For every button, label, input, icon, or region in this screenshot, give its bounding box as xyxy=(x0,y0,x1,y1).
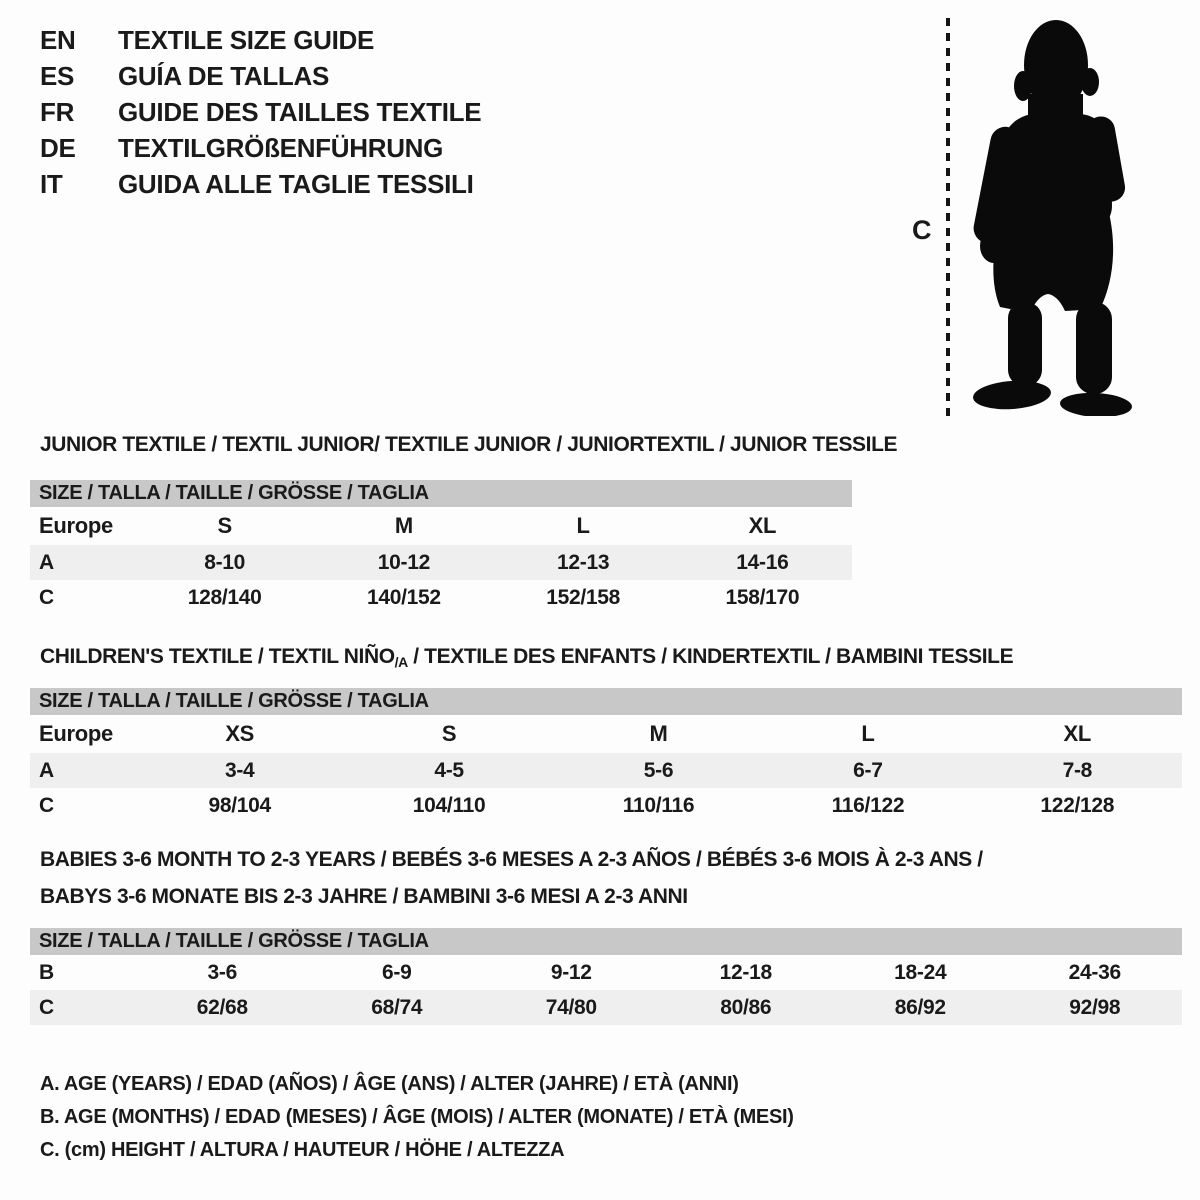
cell-value: 104/110 xyxy=(412,793,486,817)
row-label: A xyxy=(39,550,54,574)
junior-size-table xyxy=(30,480,852,615)
children-section-heading xyxy=(40,645,1013,674)
language-code: IT xyxy=(40,168,63,199)
guide-title: GUIDE DES TAILLES TEXTILE xyxy=(118,96,482,127)
babies-section-heading xyxy=(40,848,983,909)
toddler-silhouette-icon xyxy=(972,14,1134,416)
cell-value: 7-8 xyxy=(1062,758,1093,782)
row-label: Europe xyxy=(39,721,113,746)
cell-value: 18-24 xyxy=(894,960,947,984)
language-code: DE xyxy=(40,132,76,163)
size-row-C xyxy=(30,580,852,615)
columns-row xyxy=(30,715,1182,753)
cell-value: 98/104 xyxy=(208,793,271,817)
cell-value: 9-12 xyxy=(550,960,592,984)
list-item xyxy=(40,130,481,166)
guide-title: TEXTILE SIZE GUIDE xyxy=(118,24,375,55)
cell-value: 158/170 xyxy=(725,585,800,609)
cell-value: XS xyxy=(225,721,255,746)
cell-value: 140/152 xyxy=(366,585,441,609)
heading-subscript: /A xyxy=(394,654,408,670)
cell-value: XL xyxy=(748,513,777,538)
heading-text: / TEXTILE DES ENFANTS / KINDERTEXTIL / BAMBINI TESSILE xyxy=(407,645,1014,668)
legend-height-cm: C. (cm) HEIGHT / ALTURA / HAUTEUR / HÖHE / ALTEZZA xyxy=(40,1139,565,1161)
cell-value: 12-18 xyxy=(719,960,772,984)
cell-value: 68/74 xyxy=(371,995,423,1019)
cell-value: 3-4 xyxy=(224,758,255,782)
row-label: C xyxy=(39,793,54,817)
cell-value: 3-6 xyxy=(207,960,237,984)
junior-section-heading xyxy=(40,433,897,457)
guide-title: GUIDA ALLE TAGLIE TESSILI xyxy=(118,168,474,199)
cell-value: 12-13 xyxy=(557,550,610,574)
height-measure-label: C xyxy=(912,215,932,245)
row-label: B xyxy=(39,960,54,984)
size-row-A xyxy=(30,753,1182,788)
size-row-B xyxy=(30,955,1182,990)
size-header-bar: SIZE / TALLA / TAILLE / GRÖSSE / TAGLIA xyxy=(30,928,1182,955)
language-code: ES xyxy=(40,60,75,91)
cell-value: 24-36 xyxy=(1068,960,1121,984)
cell-value: 80/86 xyxy=(720,995,772,1019)
guide-title: TEXTILGRÖßENFÜHRUNG xyxy=(118,132,444,163)
cell-value: 92/98 xyxy=(1069,995,1121,1019)
legend-age-years: A. AGE (YEARS) / EDAD (AÑOS) / ÂGE (ANS) / ALTER (JAHRE) / ETÀ (ANNI) xyxy=(40,1073,739,1095)
row-label: Europe xyxy=(39,513,113,538)
language-title-list xyxy=(40,22,481,202)
cell-value: 128/140 xyxy=(187,585,262,609)
cell-value: S xyxy=(441,721,457,746)
cell-value: M xyxy=(394,513,413,538)
list-item xyxy=(40,94,481,130)
list-item xyxy=(40,58,481,94)
cell-value: 62/68 xyxy=(196,995,248,1019)
cell-value: 6-9 xyxy=(382,960,412,984)
cell-value: 110/116 xyxy=(622,793,695,817)
legend-age-months: B. AGE (MONTHS) / EDAD (MESES) / ÂGE (MOIS) / ALTER (MONATE) / ETÀ (MESI) xyxy=(40,1106,794,1128)
cell-value: S xyxy=(217,513,232,538)
cell-value: 86/92 xyxy=(894,995,946,1019)
guide-title: GUÍA DE TALLAS xyxy=(118,60,330,91)
row-label: C xyxy=(39,585,54,609)
cell-value: L xyxy=(576,513,590,538)
cell-value: 6-7 xyxy=(853,758,883,782)
columns-row xyxy=(30,507,852,545)
size-row-C xyxy=(30,788,1182,823)
row-label: C xyxy=(39,995,54,1019)
cell-value: XL xyxy=(1063,721,1092,746)
language-code: FR xyxy=(40,96,75,127)
heading-text: BABYS 3-6 MONATE BIS 2-3 JAHRE / BAMBINI 3-6 MESI A 2-3 ANNI xyxy=(40,885,688,908)
size-header-bar: SIZE / TALLA / TAILLE / GRÖSSE / TAGLIA xyxy=(30,480,852,507)
heading-text: CHILDREN'S TEXTILE / TEXTIL NIÑO xyxy=(40,645,395,668)
row-label: A xyxy=(39,758,54,782)
cell-value: 152/158 xyxy=(546,585,621,609)
cell-value: 74/80 xyxy=(545,995,597,1019)
children-size-table xyxy=(30,688,1182,823)
measurement-legend xyxy=(40,1068,794,1167)
size-row-A xyxy=(30,545,852,580)
cell-value: L xyxy=(861,721,875,746)
cell-value: 122/128 xyxy=(1040,793,1115,817)
cell-value: 14-16 xyxy=(736,550,789,574)
heading-text: JUNIOR TEXTILE / TEXTIL JUNIOR/ TEXTILE JUNIOR / JUNIORTEXTIL / JUNIOR TESSILE xyxy=(40,433,898,456)
cell-value: 10-12 xyxy=(377,550,430,574)
list-item xyxy=(40,166,481,202)
cell-value: 5-6 xyxy=(643,758,674,782)
babies-size-table xyxy=(30,928,1182,1025)
list-item xyxy=(40,22,481,58)
language-code: EN xyxy=(40,24,76,55)
cell-value: 116/122 xyxy=(831,793,905,817)
size-header-bar: SIZE / TALLA / TAILLE / GRÖSSE / TAGLIA xyxy=(30,688,1182,715)
size-row-C xyxy=(30,990,1182,1025)
heading-text: BABIES 3-6 MONTH TO 2-3 YEARS / BEBÉS 3-6 MESES A 2-3 AÑOS / BÉBÉS 3-6 MOIS À 2-3 ANS / xyxy=(40,848,983,871)
cell-value: 4-5 xyxy=(434,758,464,782)
cell-value: M xyxy=(649,721,668,746)
cell-value: 8-10 xyxy=(204,550,246,574)
height-measure-line xyxy=(946,18,950,418)
